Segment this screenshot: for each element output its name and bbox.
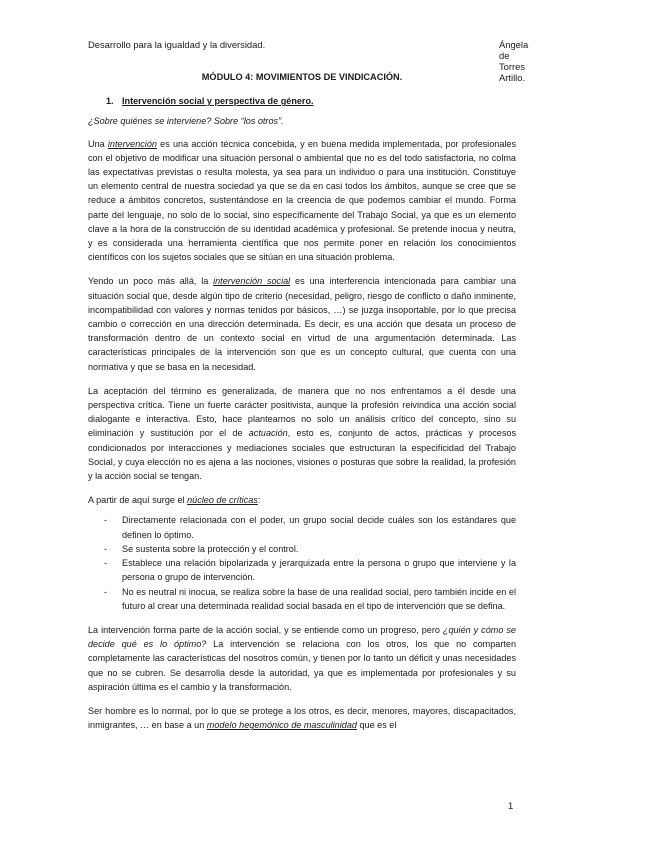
header-course-title: Desarrollo para la igualdad y la diversidad. [88, 39, 266, 50]
list-item-text: Establece una relación bipolarizada y jerarquizada entre la persona o grupo que interviene y la persona o grupo de intervención. [122, 558, 516, 583]
paragraph-4 [88, 493, 516, 507]
section-heading [106, 94, 516, 108]
paragraph-6-text-a: Ser hombre es lo normal, por lo que se protege a los otros, es decir, menores, mayores, discapacitados, inmigrantes, … en base a un [88, 705, 516, 731]
paragraph-2-text-a: Yendo un poco más allá, la [88, 276, 214, 287]
section-title: Intervención social y perspectiva de género. [122, 96, 314, 107]
list-item-text: Se sustenta sobre la protección y el control. [122, 543, 299, 554]
paragraph-5-text-b: La intervención se relaciona con los otros, los que no comparten completamente las características del nosotros común, y tienen por lo tanto un déficit y unas necesidades que no se cubren. Se desarrolla desde la autoridad, ya que es implementada por profesionales y su aspiración última es el cambio y la transformación. [88, 639, 516, 692]
dash-bullet-icon: - [104, 558, 108, 569]
paragraph-2 [88, 274, 516, 373]
document-body [88, 70, 516, 742]
term-nucleo-criticas: núcleo de críticas [187, 495, 258, 506]
list-item-text: No es neutral ni inocua, se realiza sobre la base de una realidad social, pero también incide en el futuro al crear una determinada realidad social basada en el tipo de intervención que se defina. [122, 586, 516, 611]
module-title: MÓDULO 4: MOVIMIENTOS DE VINDICACIÓN. [201, 72, 403, 82]
term-actuacion: actuación [248, 428, 288, 439]
paragraph-1 [88, 137, 516, 265]
paragraph-2-text-b: es una interferencia intencionada para cambiar una situación social que, desde algún tipo de criterio (necesidad, peligro, riesgo de conflicto o daño inminente, incompatibilidad con valores y normas tenidos por básicos, …) se juzga insoportable, por lo que precisa cambio o corrección en una dirección determinada. Es decir, es una acción que desata un proceso de transformación dentro de un contexto social en virtud de una argumentación determinada. Las características principales de la intervención son que es un concepto cultural, que cuenta con una normativa y que se basa en la necesidad. [88, 276, 517, 372]
dash-bullet-icon: - [104, 586, 108, 597]
paragraph-3-text-a: La aceptación del término es generalizada, de manera que no nos enfrentamos a él desde una perspectiva crítica. Tiene un fuerte carácter positivista, aunque la profesión reivindica una acción social dialogante e interactiva. Esto, hace plantearnos no solo un análisis crítico del concepto, sino su eliminación y sustitución por el de [88, 385, 516, 439]
paragraph-5-text-a: La intervención forma parte de la acción social, y se entiende como un progreso, pero [88, 624, 443, 635]
paragraph-4-text-b: : [257, 495, 261, 506]
paragraph-4-text-a: A partir de aquí surge el [88, 495, 188, 506]
term-intervencion: intervención [107, 138, 157, 149]
list-item [88, 542, 516, 556]
list-item [88, 556, 516, 584]
dash-bullet-icon: - [104, 543, 108, 554]
paragraph-6-text-b: que es el [356, 720, 397, 731]
paragraph-6 [88, 704, 516, 732]
paragraph-1-text-b: es una acción técnica concebida, y en buena medida implementada, por profesionales con el objetivo de modificar una situación personal o ambiental que no es del todo satisfactoria, no colma las expectativas previstas o resulta molesta, ya sea para un individuo o para una institución. Constituye un elemento central de nuestra sociedad ya que se da en casi todos los ámbitos, aunque se cree que se reduce a ámbitos concretos, sustentándose en la creencia de que podemos cambiar el mundo. Forma parte del lenguaje, no solo de lo social, sino específicamente del Trabajo Social, ya que es un elemento clave a la hora de la construcción de su identidad académica y profesional. Se pretende inocua y neutra, y es considerada una herramienta científica que nos permite poner en relación los conocimientos científicos con los sujetos sociales que se sitúan en una situación problema. [88, 138, 516, 263]
list-item [88, 585, 516, 613]
question-lo-optimo: ¿quién y cómo se decide qué es lo óptimo? [88, 624, 516, 650]
section-number: 1. [106, 96, 114, 107]
paragraph-3-text-b: , esto es, conjunto de actos, prácticas y procesos condicionados por interacciones y mediaciones sociales que estructuran la especificidad del Trabajo Social, y cuya elección no es ajena a las nociones, visiones o posturas que sobre la realidad, la profesión y la acción social se tengan. [88, 428, 516, 482]
list-item-text: Directamente relacionada con el poder, un grupo social decide cuáles son los estándares que definen lo óptimo. [122, 515, 516, 540]
question-subheading: ¿Sobre quiénes se interviene? Sobre “los otros”. [88, 116, 284, 127]
page-number: 1 [508, 801, 514, 812]
term-modelo-hegemonico: modelo hegemónico de masculinidad [206, 720, 357, 731]
paragraph-1-text-a: Una [88, 138, 108, 149]
paragraph-3 [88, 384, 516, 483]
list-item [88, 513, 516, 541]
paragraph-5 [88, 623, 516, 694]
term-intervencion-social: intervención social [213, 276, 291, 287]
criticas-list [88, 513, 516, 612]
header-author: Ángela de Torres Artillo. [499, 39, 529, 83]
dash-bullet-icon: - [104, 515, 108, 526]
